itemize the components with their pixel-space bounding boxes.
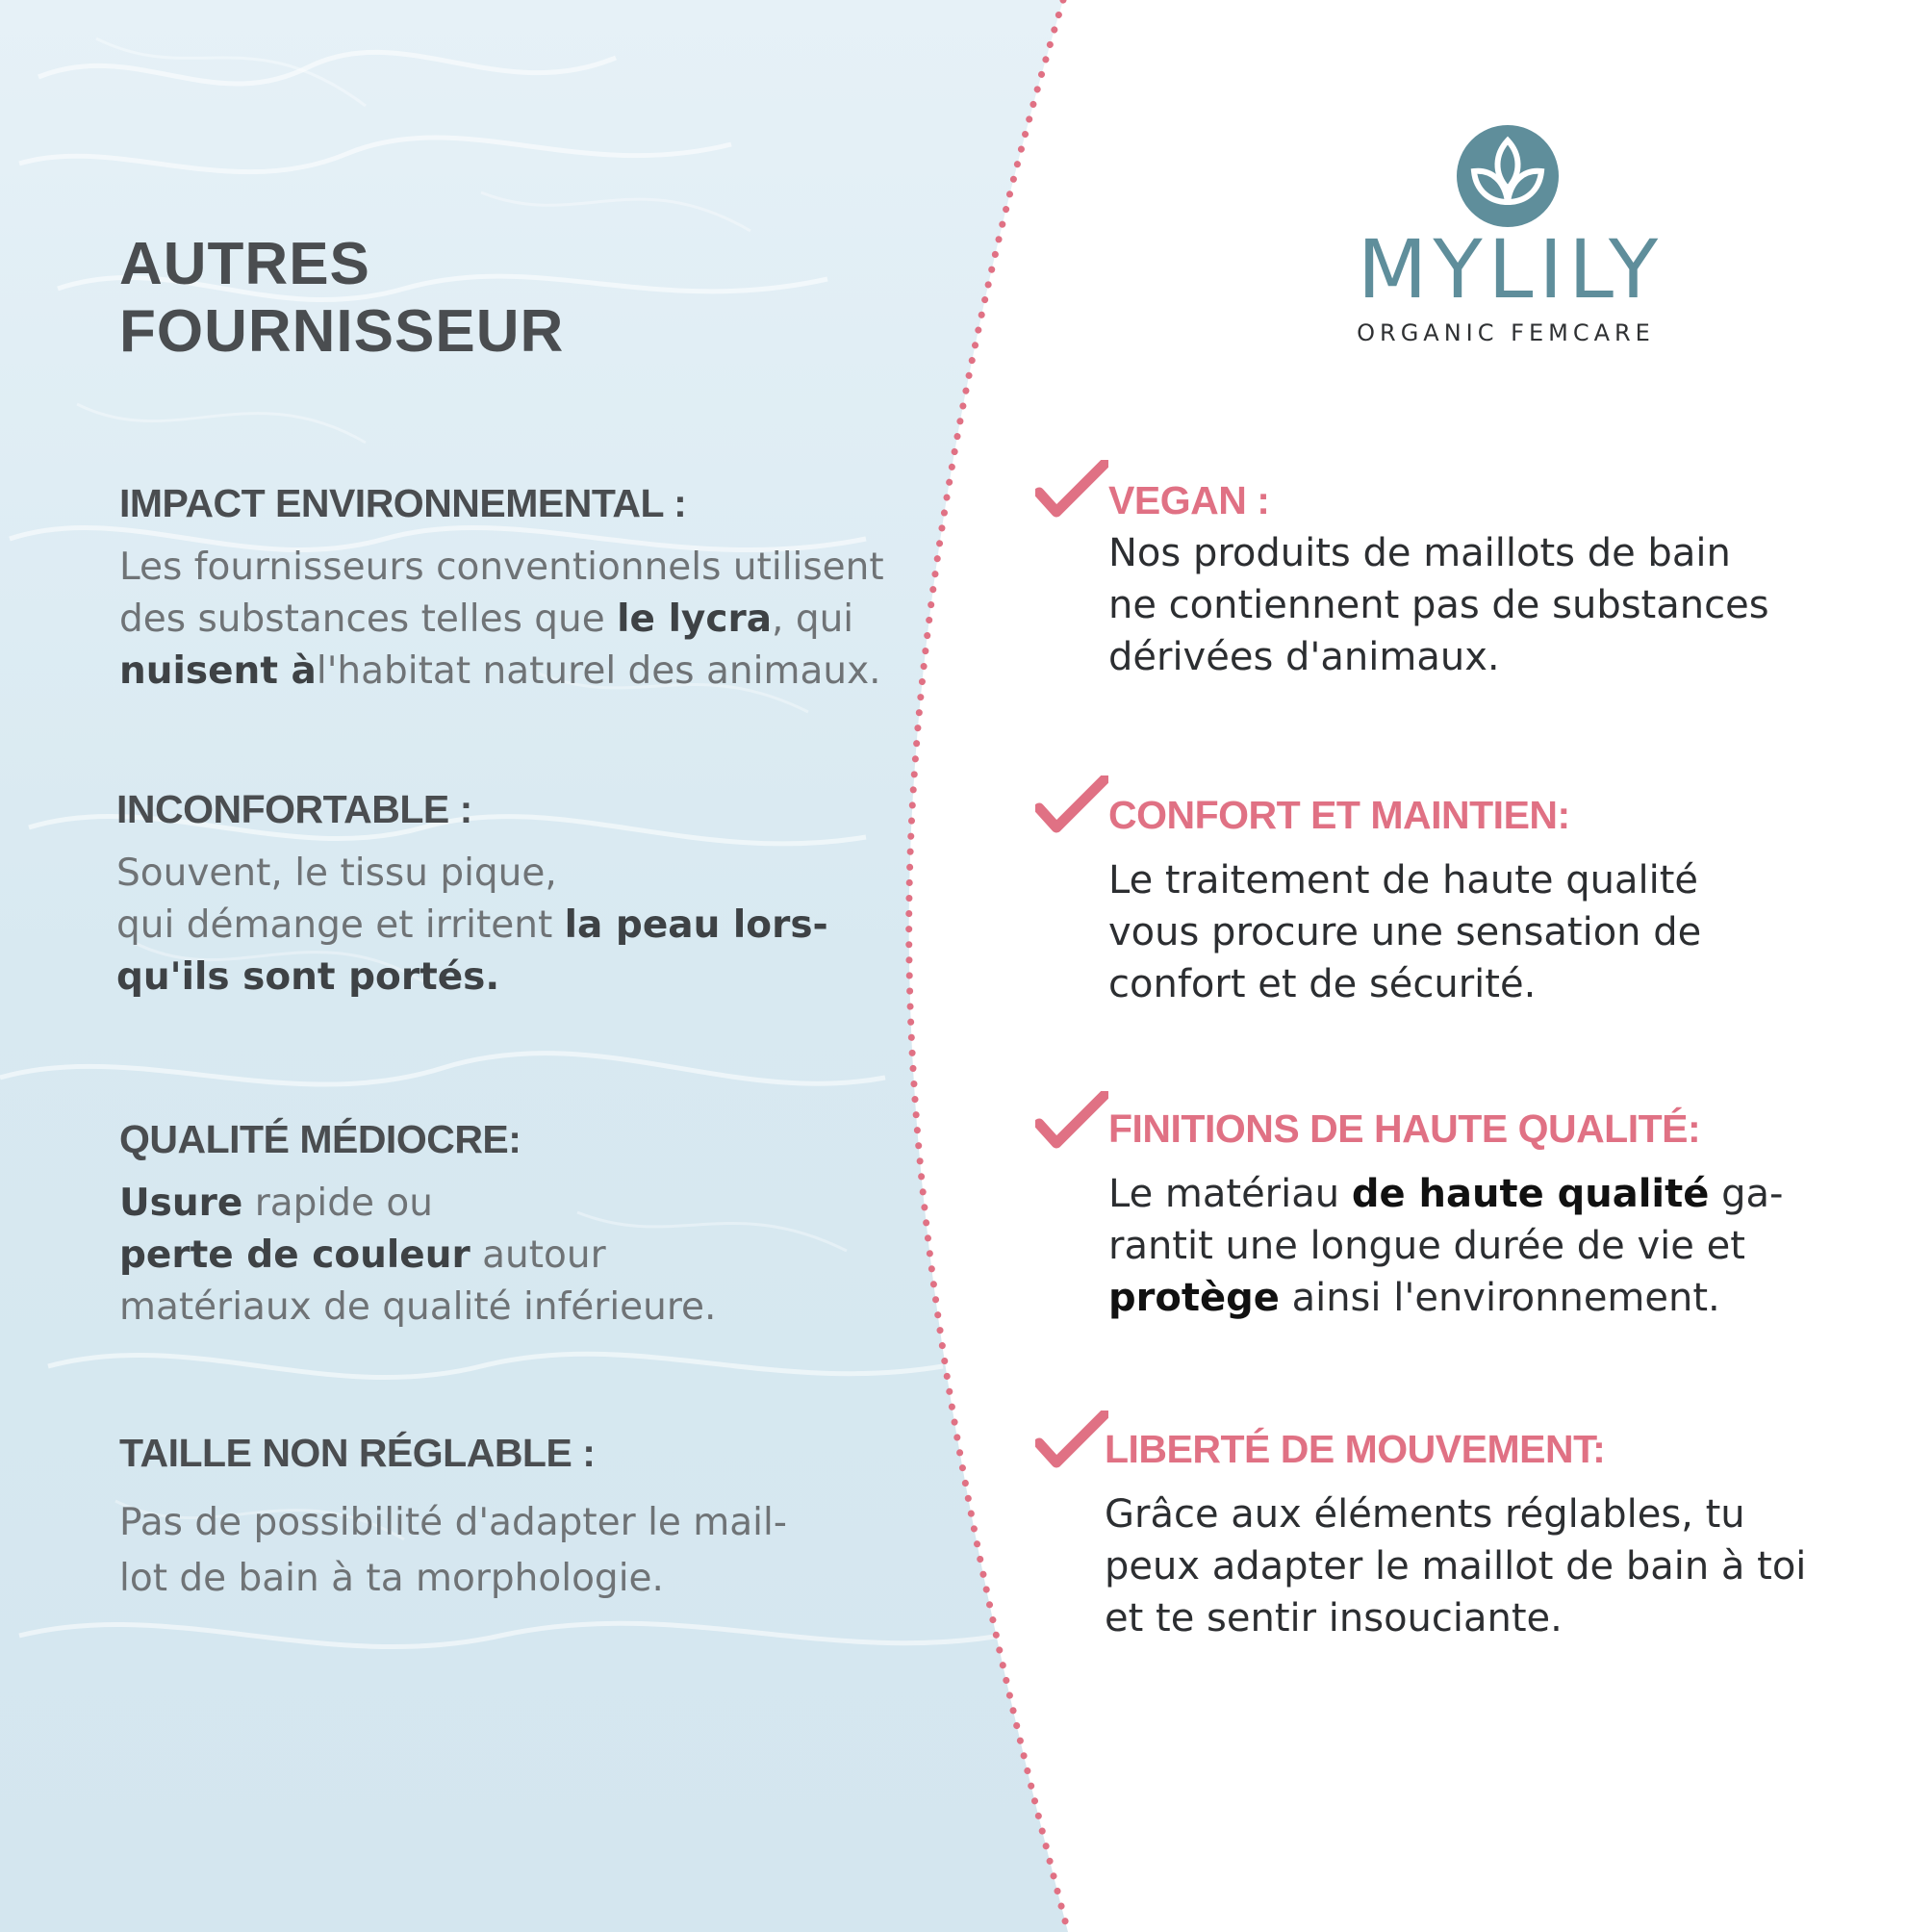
left-item-text: Usure rapide ou perte de couleur autour matériaux de qualité inférieure. (119, 1182, 717, 1329)
checkmark-icon (1035, 460, 1108, 521)
right-item-heading: LIBERTÉ DE MOUVEMENT: (1105, 1427, 1606, 1471)
right-item-text: Le matériau de haute qualité ga- rantit une longue durée de vie et protège ainsi l'environnement. (1108, 1172, 1784, 1320)
right-item-text: Le traitement de haute qualité vous procure une sensation de confort et de sécurité. (1108, 858, 1702, 1006)
left-item-heading: TAILLE NON RÉGLABLE : (119, 1431, 596, 1475)
right-item-heading: CONFORT ET MAINTIEN: (1108, 793, 1570, 837)
checkmark-icon (1035, 1091, 1108, 1153)
left-item-text: Pas de possibilité d'adapter le mail- lot de bain à ta morphologie. (119, 1501, 787, 1600)
brand-tagline: ORGANIC FEMCARE (1357, 319, 1655, 346)
checkmark-icon (1035, 775, 1108, 837)
left-item-heading: IMPACT ENVIRONNEMENTAL : (119, 481, 687, 525)
left-item-text: Souvent, le tissu pique, qui démange et irritent la peau lors- qu'ils sont portés. (116, 852, 828, 999)
right-item-text: Grâce aux éléments réglables, tu peux adapter le maillot de bain à toi et te sentir insouciante. (1105, 1492, 1807, 1640)
right-item-text: Nos produits de maillots de bain ne contiennent pas de substances dérivées d'animaux. (1108, 531, 1769, 679)
left-title-line1: AUTRES (119, 231, 370, 297)
left-item-heading: QUALITÉ MÉDIOCRE: (119, 1117, 521, 1161)
left-item-heading: INCONFORTABLE : (116, 787, 472, 831)
left-item-text: Les fournisseurs conventionnels utilisent des substances telles que le lycra, qui nuisent àl'habitat naturel des animaux. (119, 546, 884, 693)
checkmark-icon (1035, 1411, 1108, 1472)
left-title-line2: FOURNISSEUR (119, 298, 565, 365)
left-title (119, 231, 564, 366)
brand-name: MYLILY (1357, 222, 1665, 317)
right-item-heading: FINITIONS DE HAUTE QUALITÉ: (1108, 1106, 1701, 1151)
right-item-heading: VEGAN : (1108, 478, 1270, 522)
lotus-icon (1455, 123, 1561, 229)
